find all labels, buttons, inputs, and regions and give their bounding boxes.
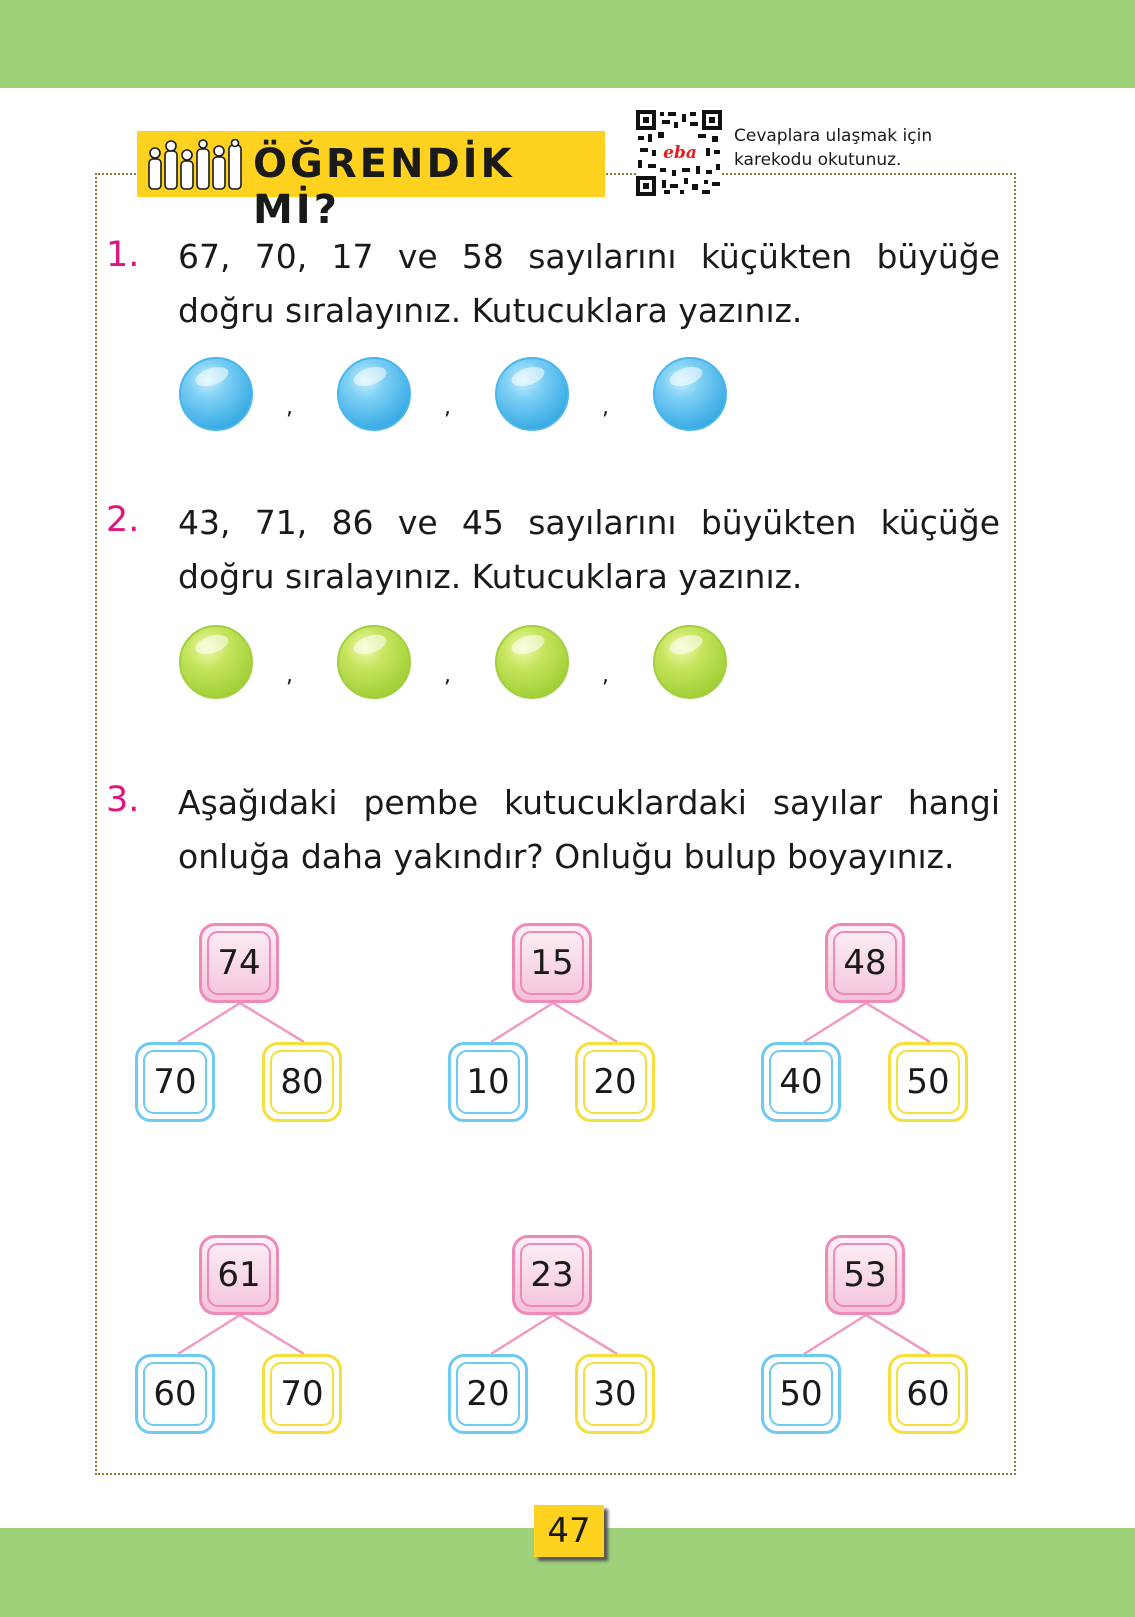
answer-slot-1-2[interactable]: [337, 357, 411, 431]
separator: ,: [286, 395, 293, 420]
target-number-box: [512, 1235, 592, 1315]
target-number: 23: [530, 1255, 574, 1295]
answer-slot-2-3[interactable]: [495, 625, 569, 699]
lower-tens-box[interactable]: [135, 1354, 215, 1434]
upper-tens-box[interactable]: [888, 1042, 968, 1122]
target-number: 61: [217, 1255, 261, 1295]
lower-tens-value: 60: [153, 1374, 197, 1414]
lower-tens-box[interactable]: [761, 1042, 841, 1122]
target-number: 53: [843, 1255, 887, 1295]
upper-tens-box[interactable]: [575, 1042, 655, 1122]
target-number-box: [825, 1235, 905, 1315]
upper-tens-value: 30: [593, 1374, 637, 1414]
target-number: 74: [217, 943, 261, 983]
lower-tens-box[interactable]: [761, 1354, 841, 1434]
answer-slot-2-1[interactable]: [179, 625, 253, 699]
question-1-number: 1.: [106, 235, 140, 275]
question-3-text: Aşağıdaki pembe kutucuklardaki sayılar hangi onluğa daha yakındır? Onluğu bulup boyayınız.: [178, 783, 1000, 876]
qr-badge-text: eba: [663, 143, 697, 163]
target-number-box: [199, 923, 279, 1003]
lower-tens-value: 40: [779, 1062, 823, 1102]
separator: ,: [602, 395, 609, 420]
upper-tens-box[interactable]: [262, 1354, 342, 1434]
top-band: [0, 0, 1135, 88]
separator: ,: [444, 395, 451, 420]
lower-tens-value: 70: [153, 1062, 197, 1102]
answer-slot-2-2[interactable]: [337, 625, 411, 699]
page-number: 47: [534, 1505, 604, 1557]
lower-tens-value: 50: [779, 1374, 823, 1414]
separator: ,: [286, 663, 293, 688]
qr-instruction: Cevaplara ulaşmak için karekodu okutunuz.: [734, 126, 933, 170]
upper-tens-box[interactable]: [575, 1354, 655, 1434]
target-number-box: [512, 923, 592, 1003]
target-number-box: [199, 1235, 279, 1315]
upper-tens-value: 50: [906, 1062, 950, 1102]
question-3-number: 3.: [106, 780, 140, 820]
question-2-text: 43, 71, 86 ve 45 sayılarını büyükten küçüğe doğru sıralayınız. Kutucuklara yazınız.: [178, 503, 1000, 596]
answer-slot-1-4[interactable]: [653, 357, 727, 431]
qr-code-icon: [636, 110, 722, 196]
separator: ,: [444, 663, 451, 688]
lower-tens-box[interactable]: [135, 1042, 215, 1122]
target-number-box: [825, 923, 905, 1003]
lower-tens-value: 10: [466, 1062, 510, 1102]
target-number: 15: [530, 943, 574, 983]
section-banner: [137, 131, 605, 233]
upper-tens-value: 70: [280, 1374, 324, 1414]
upper-tens-box[interactable]: [888, 1354, 968, 1434]
target-number: 48: [843, 943, 887, 983]
answer-slot-1-3[interactable]: [495, 357, 569, 431]
lower-tens-box[interactable]: [448, 1354, 528, 1434]
upper-tens-box[interactable]: [262, 1042, 342, 1122]
upper-tens-value: 80: [280, 1062, 324, 1102]
hands-raised-icon: [145, 139, 247, 191]
section-title: ÖĞRENDİK Mİ?: [253, 141, 515, 233]
lower-tens-box[interactable]: [448, 1042, 528, 1122]
question-2-number: 2.: [106, 500, 140, 540]
answer-slot-1-1[interactable]: [179, 357, 253, 431]
upper-tens-value: 20: [593, 1062, 637, 1102]
upper-tens-value: 60: [906, 1374, 950, 1414]
question-1-text: 67, 70, 17 ve 58 sayılarını küçükten büyüğe doğru sıralayınız. Kutucuklara yazınız.: [178, 237, 1000, 330]
answer-slot-2-4[interactable]: [653, 625, 727, 699]
separator: ,: [602, 663, 609, 688]
lower-tens-value: 20: [466, 1374, 510, 1414]
